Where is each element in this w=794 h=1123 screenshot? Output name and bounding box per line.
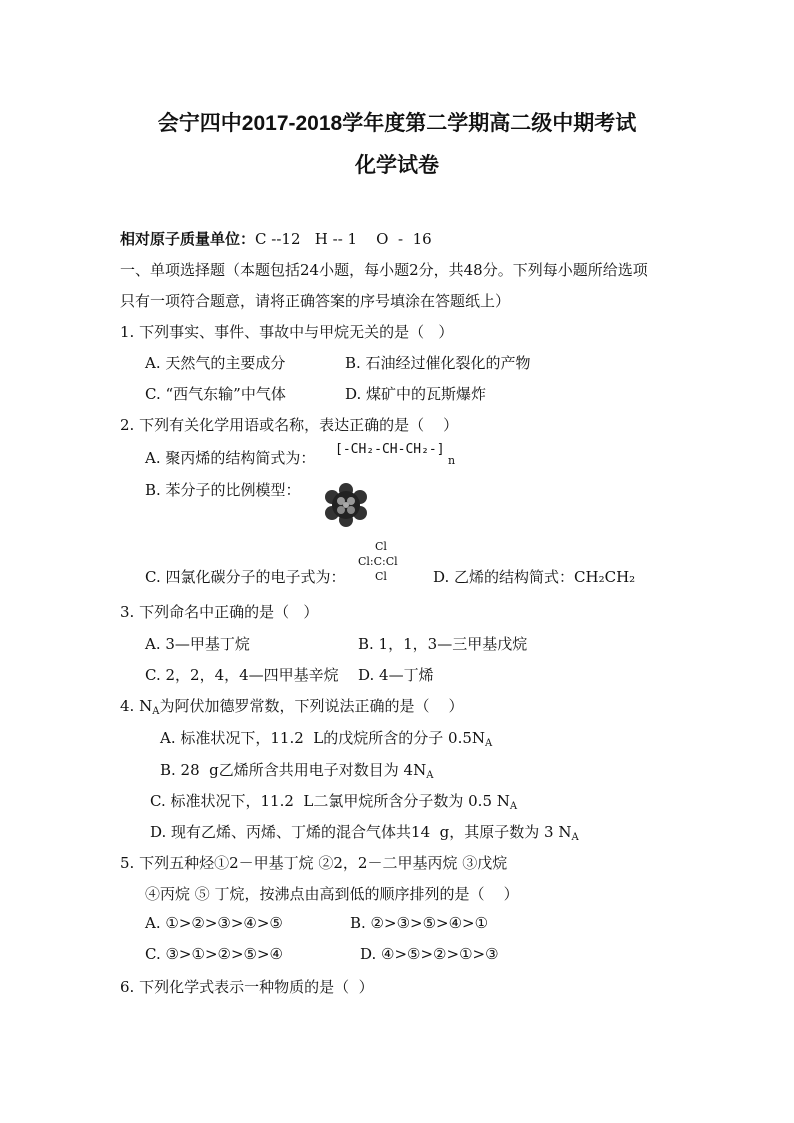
section-instructions-line2: 只有一项符合题意，请将正确答案的序号填涂在答题纸上） [120,292,511,310]
lewis-cl-top: Cl [375,540,387,553]
question-5-option-a: A. ①>②>③>④>⑤ [145,914,283,932]
question-5-option-d: D. ④>⑤>②>①>③ [360,945,499,963]
question-4-option-c [150,790,517,812]
question-1-stem: 1. 下列事实、事件、事故中与甲烷无关的是（ ） [120,323,454,341]
benzene-model-image [322,483,370,527]
question-5-stem-line2: ④丙烷 ⑤ 丁烷，按沸点由高到低的顺序排列的是（ ） [145,885,519,903]
question-4-option-a [160,727,492,749]
exam-title: 会宁四中2017-2018学年度第二学期高二级中期考试 [157,112,637,135]
question-4-option-d [150,821,579,843]
question-2-stem: 2. 下列有关化学用语或名称，表达正确的是（ ） [120,416,459,434]
atomic-mass-line [120,228,432,249]
exam-subtitle: 化学试卷 [355,154,439,177]
q4-c-text: C. 标准状况下，11.2 L二氯甲烷所含分子数为 0.5 N [150,792,510,810]
q4-a-text: A. 标准状况下，11.2 L的戊烷所含的分子 0.5N [160,729,486,747]
question-5-option-b: B. ②>③>⑤>④>① [350,914,489,932]
question-1-option-d: D. 煤矿中的瓦斯爆炸 [345,385,487,403]
question-2-option-b: B. 苯分子的比例模型： [145,481,301,499]
q4-b-sub: A [426,770,434,781]
q4-b-text: B. 28 g乙烯所含共用电子对数目为 4N [160,761,427,779]
question-3-option-d: D. 4—丁烯 [358,666,434,684]
atomic-mass-values: C --12 H -- 1 O - 16 [255,230,432,248]
question-5-stem: 5. 下列五种烃①2－甲基丁烷 ②2，2－二甲基丙烷 ③戊烷 [120,854,508,872]
polymer-degree-n: n [448,454,456,467]
question-3-option-b: B. 1，1，3—三甲基戊烷 [358,635,528,653]
q4-sub-a: A [152,706,160,717]
question-1-option-b: B. 石油经过催化裂化的产物 [345,354,531,372]
question-5-option-c: C. ③>①>②>⑤>④ [145,945,283,963]
q4-c-sub: A [509,801,518,812]
q4-a-sub: A [485,738,493,749]
lewis-center: Cl:C:Cl [358,555,398,568]
question-3-stem: 3. 下列命名中正确的是（ ） [120,603,319,621]
question-3-option-c: C. 2，2，4，4—四甲基辛烷 [145,666,339,684]
q4-stem-text: 为阿伏加德罗常数，下列说法正确的是（ ） [159,697,464,715]
atomic-mass-label: 相对原子质量单位： [120,230,256,248]
question-2-option-c: C. 四氯化碳分子的电子式为： [145,568,346,586]
q4-d-sub: A [571,832,579,843]
question-4-stem [120,695,464,717]
section-instructions-line1: 一、单项选择题（本题包括24小题，每小题2分，共48分。下列每小题所给选项 [120,261,648,279]
question-1-option-c: C. “西气东输”中气体 [145,385,286,403]
question-2-option-d: D. 乙烯的结构简式：CH₂CH₂ [433,568,636,586]
question-3-option-a: A. 3—甲基丁烷 [145,635,250,653]
q4-d-text: D. 现有乙烯、丙烯、丁烯的混合气体共14 g，其原子数为 3 N [150,823,572,841]
lewis-cl-bottom: Cl [375,570,387,583]
q4-n: 4. N [120,697,153,715]
polypropylene-formula: [-CH₂-CH-CH₂-] [335,442,445,457]
question-4-option-b [160,759,433,781]
question-1-option-a: A. 天然气的主要成分 [145,354,286,372]
question-6-stem: 6. 下列化学式表示一种物质的是（ ） [120,978,374,996]
question-2-option-a: A. 聚丙烯的结构简式为： [145,449,316,467]
